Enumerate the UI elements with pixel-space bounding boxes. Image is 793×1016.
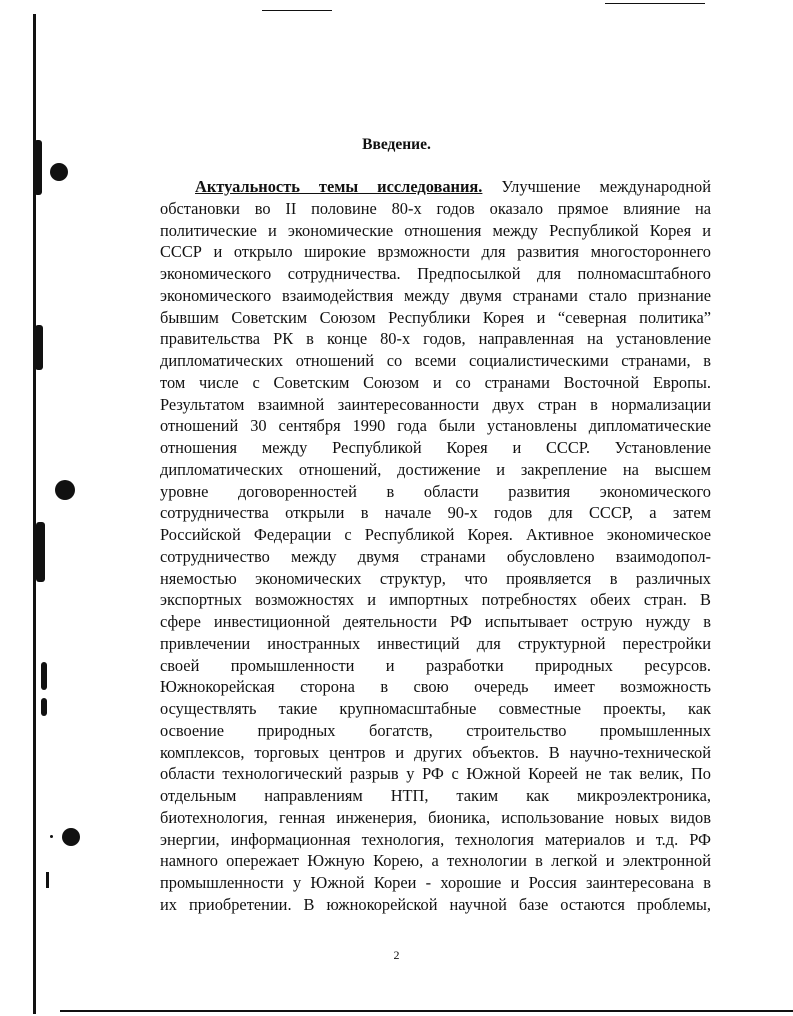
punch-hole-1 [50,163,68,181]
scan-smudge-lower [36,522,45,582]
text-line: Результатом взаимной заинтересованности двух стран в нормализации [160,394,711,414]
text-line: отдельным направлениям НТП, таким как микроэлектроника, [160,786,711,805]
scan-edge-line-top [262,10,332,11]
text-line: экономического взаимодействия между двумя странами стало признание [160,285,711,305]
text-line: сотрудничества открыли в начале 90-х годов для СССР, а затем [160,503,711,523]
scan-edge-line-top-right [605,3,705,4]
text-line: отношений 30 сентября 1990 года были установлены дипломатические [160,416,711,436]
text-line: Актуальность темы исследования. Улучшение международной [195,177,712,196]
text-line: правительства РК в конце 80-х годов, направленная на установление [160,329,711,349]
text-line: политические и экономические отношения между Республикой Корея и [160,220,711,240]
text-line: том числе с Советским Союзом и со странами Восточной Европы. [160,372,711,392]
text-line: освоение природных богатств, строительство промышленных [160,720,711,740]
text-line: дипломатических отношений, достижение и закрепление на высшем [160,459,711,479]
text-line: няемостью экономических структур, что проявляется в различных [160,568,711,588]
text-line: экономического сотрудничества. Предпосылкой для полномасштабного [160,264,711,283]
text-line: дипломатических отношений со всеми социалистическими странами, в [160,351,711,370]
scan-edge-line-bottom [60,1010,793,1012]
text-line: уровне договоренностей в области развития экономического [160,481,711,501]
body-paragraph [160,176,711,916]
text-line: намного опережает Южную Корею, а технологии в легкой и электронной [160,851,711,871]
text-line: привлечении иностранных инвестиций для структурной перестройки [160,633,711,653]
scan-mark-bottom [46,872,49,888]
punch-hole-3 [62,828,80,846]
text-line: биотехнология, генная инженерия, бионика, использование новых видов [160,807,711,827]
text-line: своей промышленности и разработки природных ресурсов. [160,655,711,675]
text-line: экспортных возможностях и импортных потребностях обеих стран. В [160,590,711,610]
text-line: сфере инвестиционной деятельности РФ испытывает острую нужду в [160,612,711,631]
text-line: сотрудничество между двумя странами обусловлено взаимодопол- [160,546,711,566]
text-line: их приобретении. В южнокорейской научной базе остаются проблемы, [160,894,711,914]
text-line: обстановки во II половине 80-х годов оказало прямое влияние на [160,198,711,218]
text-line: комплексов, торговых центров и других объектов. В научно-технической [160,742,711,762]
scan-dot [50,835,53,838]
text-line: СССР и открыло широкие врзможности для развития многостороннего [160,242,711,262]
punch-hole-2 [55,480,75,500]
page-title: Введение. [362,136,431,153]
text-line: Российской Федерации с Республикой Корея. Активное экономическое [160,525,711,544]
text-line: бывшим Советским Союзом Республики Корея и “северная политика” [160,307,711,327]
section-lead: Актуальность темы исследования. [195,177,483,196]
scan-smudge-low-2 [41,698,47,716]
text-line: отношения между Республикой Корея и СССР. Установление [160,438,711,457]
scan-smudge-low-1 [41,662,47,690]
scan-smudge-mid [35,325,43,370]
text-line: Южнокорейская сторона в свою очередь имеет возможность [160,677,711,697]
text-line: области технологический разрыв у РФ с Южной Кореей не так велик, По [160,764,711,784]
text-line: осуществлять такие крупномасштабные совместные проекты, как [160,699,711,718]
text-line: энергии, информационная технология, технология материалов и т.д. РФ [160,829,711,849]
text-line: промышленности у Южной Кореи - хорошие и Россия заинтересована в [160,873,711,892]
page-number: 2 [393,948,400,962]
